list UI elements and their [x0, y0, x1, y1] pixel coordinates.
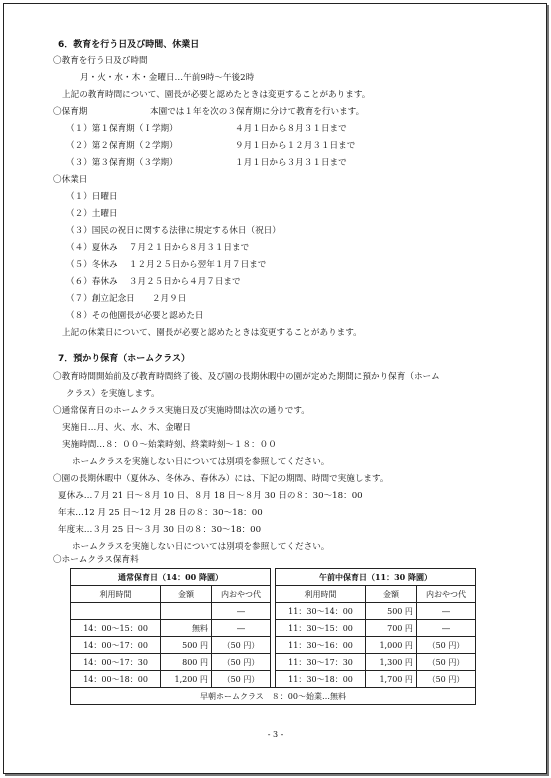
cell-snack: （50 円） [211, 637, 270, 654]
table-row [71, 654, 476, 671]
cell-fee: 500 円 [161, 637, 212, 654]
table-row [71, 620, 476, 637]
home-class-intro-cont: クラス）を実施します。 [66, 389, 160, 399]
cell-fee: 1,000 円 [366, 637, 417, 654]
col-header-fee: 金額 [366, 586, 417, 603]
term-period: ４月１日から８月３１日まで [235, 124, 347, 134]
vacation-spring: 年度末…３月 25 日〜３月 30 日の８：30〜18：00 [58, 525, 262, 535]
holiday-item: （６）春休み ３月２５日から４月７日まで [66, 277, 241, 287]
cell-time: 11：30〜18：00 [275, 671, 365, 688]
terms-desc: 本園では１年を次の３保育期に分けて教育を行います。 [150, 107, 365, 117]
holidays-title: 〇休業日 [53, 175, 88, 185]
cell-time: 14：00〜17：30 [71, 654, 161, 671]
cell-time: 11：30〜17：30 [275, 654, 365, 671]
term-name: （３）第３保育期（３学期） [66, 158, 178, 168]
teaching-hours-title: 〇教育を行う日及び時間 [53, 56, 148, 66]
cell-snack: ― [416, 620, 475, 637]
table-row [71, 671, 476, 688]
col-header-snack: 内おやつ代 [416, 586, 475, 603]
cell-time: 14：00〜17：00 [71, 637, 161, 654]
col-header-fee: 金額 [161, 586, 212, 603]
col-header-time: 利用時間 [71, 586, 161, 603]
cell-time: 11：30〜15：00 [275, 620, 365, 637]
cell-snack: （50 円） [416, 671, 475, 688]
cell-fee: 1,300 円 [366, 654, 417, 671]
cell-time: 14：00〜18：00 [71, 671, 161, 688]
holiday-item: （１）日曜日 [66, 192, 118, 202]
page-number: - 3 - [267, 730, 284, 739]
holiday-item: （８）その他園長が必要と認めた日 [66, 311, 204, 321]
term-period: １月１日から３月３１日まで [235, 158, 347, 168]
table-row [71, 637, 476, 654]
holiday-item: （５）冬休み １２月２５日から翌年１月７日まで [66, 260, 267, 270]
holiday-item: （２）土曜日 [66, 209, 118, 219]
regular-days-title: 〇通常保育日のホームクラス実施日及び実施時間は次の通りです。 [53, 406, 310, 416]
regular-days: 実施日…月、火、水、木、金曜日 [62, 423, 191, 433]
table-row [71, 586, 476, 603]
fee-table-title: 〇ホームクラス保育料 [53, 555, 139, 565]
col-header-time: 利用時間 [275, 586, 365, 603]
cell-snack: ― [211, 603, 270, 620]
regular-day-header: 通常保育日（14：00 降園） [71, 569, 271, 586]
vacation-title: 〇園の長期休暇中（夏休み、冬休み、春休み）には、下記の期間、時間で実施します。 [53, 474, 389, 484]
cell-time: 14：00〜15：00 [71, 620, 161, 637]
cell-snack: ― [416, 603, 475, 620]
teaching-hours-note: 上記の教育時間について、園長が必要と認めたときは変更することがあります。 [62, 90, 371, 100]
table-row [71, 603, 476, 620]
term-name: （２）第２保育期（２学期） [66, 141, 178, 151]
cell-fee: 500 円 [366, 603, 417, 620]
cell-fee: 1,200 円 [161, 671, 212, 688]
cell-snack: （50 円） [416, 654, 475, 671]
holiday-item: （７）創立記念日 ２月９日 [66, 294, 187, 304]
cell-fee: 800 円 [161, 654, 212, 671]
cell-snack: （50 円） [211, 654, 270, 671]
terms-title: 〇保育期 [53, 107, 88, 117]
cell-snack: （50 円） [211, 671, 270, 688]
cell-time: 11：30〜16：00 [275, 637, 365, 654]
fee-table [70, 568, 476, 705]
regular-time: 実施時間…８：００〜始業時刻、終業時刻〜１８：００ [62, 440, 277, 450]
table-row [71, 569, 476, 586]
term-period: ９月１日から１２月３１日まで [235, 141, 356, 151]
cell-time [71, 603, 161, 620]
holidays-note: 上記の休業日について、園長が必要と認めたときは変更することがあります。 [62, 328, 362, 338]
cell-fee: 1,700 円 [366, 671, 417, 688]
home-class-intro: 〇教育時間開始前及び教育時間終了後、及び園の長期休暇中の園が定めた期間に預かり保育（ホーム [53, 372, 440, 382]
section-6-heading: 6．教育を行う日及び時間、休業日 [58, 40, 200, 50]
regular-note: ホームクラスを実施しない日については別項を参照してください。 [72, 457, 330, 467]
cell-snack: ― [211, 620, 270, 637]
holiday-item: （３）国民の祝日に関する法律に規定する休日（祝日） [66, 226, 281, 236]
cell-snack: （50 円） [416, 637, 475, 654]
teaching-hours-line: 月・火・水・木・金曜日…午前9時〜午後2時 [80, 73, 255, 83]
vacation-winter: 年末…12 月 25 日〜12 月 28 日の８：30〜18：00 [58, 508, 263, 518]
vacation-summer: 夏休み…７月 21 日〜８月 10 日、８月 18 日〜８月 30 日の８：30〜18：00 [58, 491, 363, 501]
term-name: （１）第１保育期（Ｉ学期） [66, 124, 178, 134]
early-morning-note: 早朝ホームクラス ８：00〜始業…無料 [71, 688, 476, 705]
cell-fee: 700 円 [366, 620, 417, 637]
table-row [71, 688, 476, 705]
cell-fee [161, 603, 212, 620]
morning-day-header: 午前中保育日（11：30 降園） [275, 569, 475, 586]
vacation-note: ホームクラスを実施しない日については別項を参照してください。 [72, 542, 330, 552]
cell-time: 11：30〜14：00 [275, 603, 365, 620]
holiday-item: （４）夏休み ７月２１日から８月３１日まで [66, 243, 250, 253]
col-header-snack: 内おやつ代 [211, 586, 270, 603]
cell-fee: 無料 [161, 620, 212, 637]
section-7-heading: 7．預かり保育（ホームクラス） [58, 354, 190, 364]
